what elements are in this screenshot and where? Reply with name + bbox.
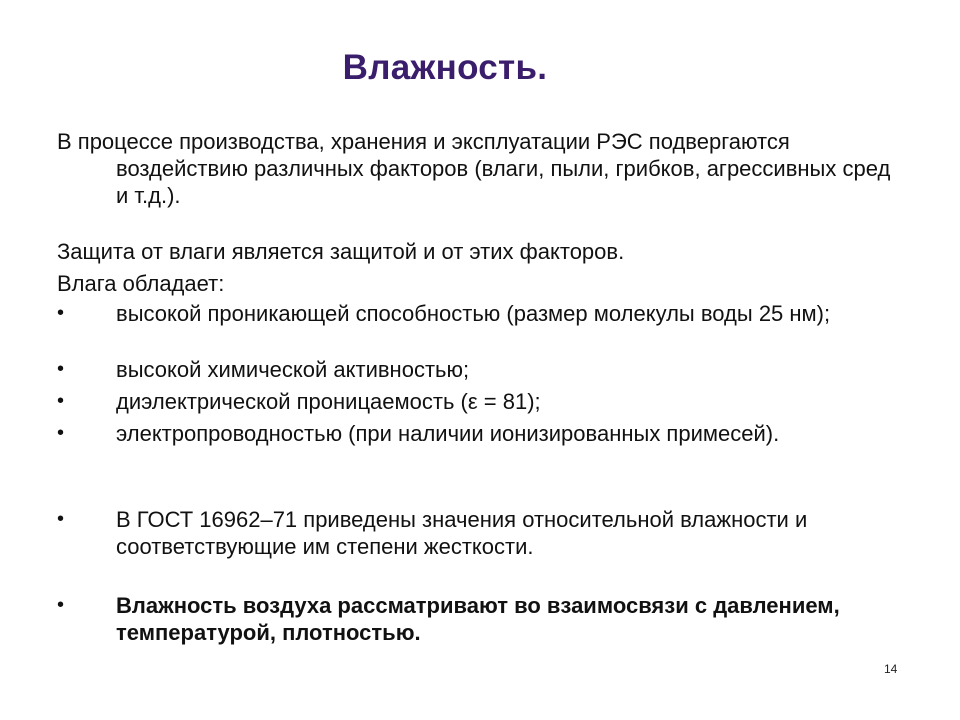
bullet-dot-icon: • <box>57 594 65 616</box>
page-number: 14 <box>884 662 898 676</box>
protection-paragraph: Защита от влаги является защитой и от этих факторов. <box>57 239 625 264</box>
bullet-dot-icon: • <box>57 302 65 324</box>
bullet-dot-icon: • <box>57 508 65 530</box>
slide-title: Влажность. <box>342 48 548 87</box>
bullet-text: электропроводностью (при наличии ионизированных примесей). <box>116 421 780 446</box>
air-humidity-text: Влажность воздуха рассматривают во взаимосвязи с давлением, температурой, плотностью. <box>116 593 840 645</box>
gost-text: В ГОСТ 16962–71 приведены значения относительной влажности и соответствующие им степени жесткости. <box>116 507 808 559</box>
bullet-text: высокой проникающей способностью (размер молекулы воды 25 нм); <box>116 301 831 326</box>
bullet-text: диэлектрической проницаемость (ε = 81); <box>116 389 541 414</box>
bullet-dot-icon: • <box>57 358 65 380</box>
bullet-dot-icon: • <box>57 390 65 412</box>
bullet-text: высокой химической активностью; <box>116 357 470 382</box>
moisture-properties-heading: Влага обладает: <box>57 271 225 296</box>
intro-paragraph: В процессе производства, хранения и эксплуатации РЭС подвергаются воздействию различных факторов (влаги, пыли, грибков, агрессивных сред и т.д.). <box>57 129 891 208</box>
bullet-dot-icon: • <box>57 422 65 444</box>
